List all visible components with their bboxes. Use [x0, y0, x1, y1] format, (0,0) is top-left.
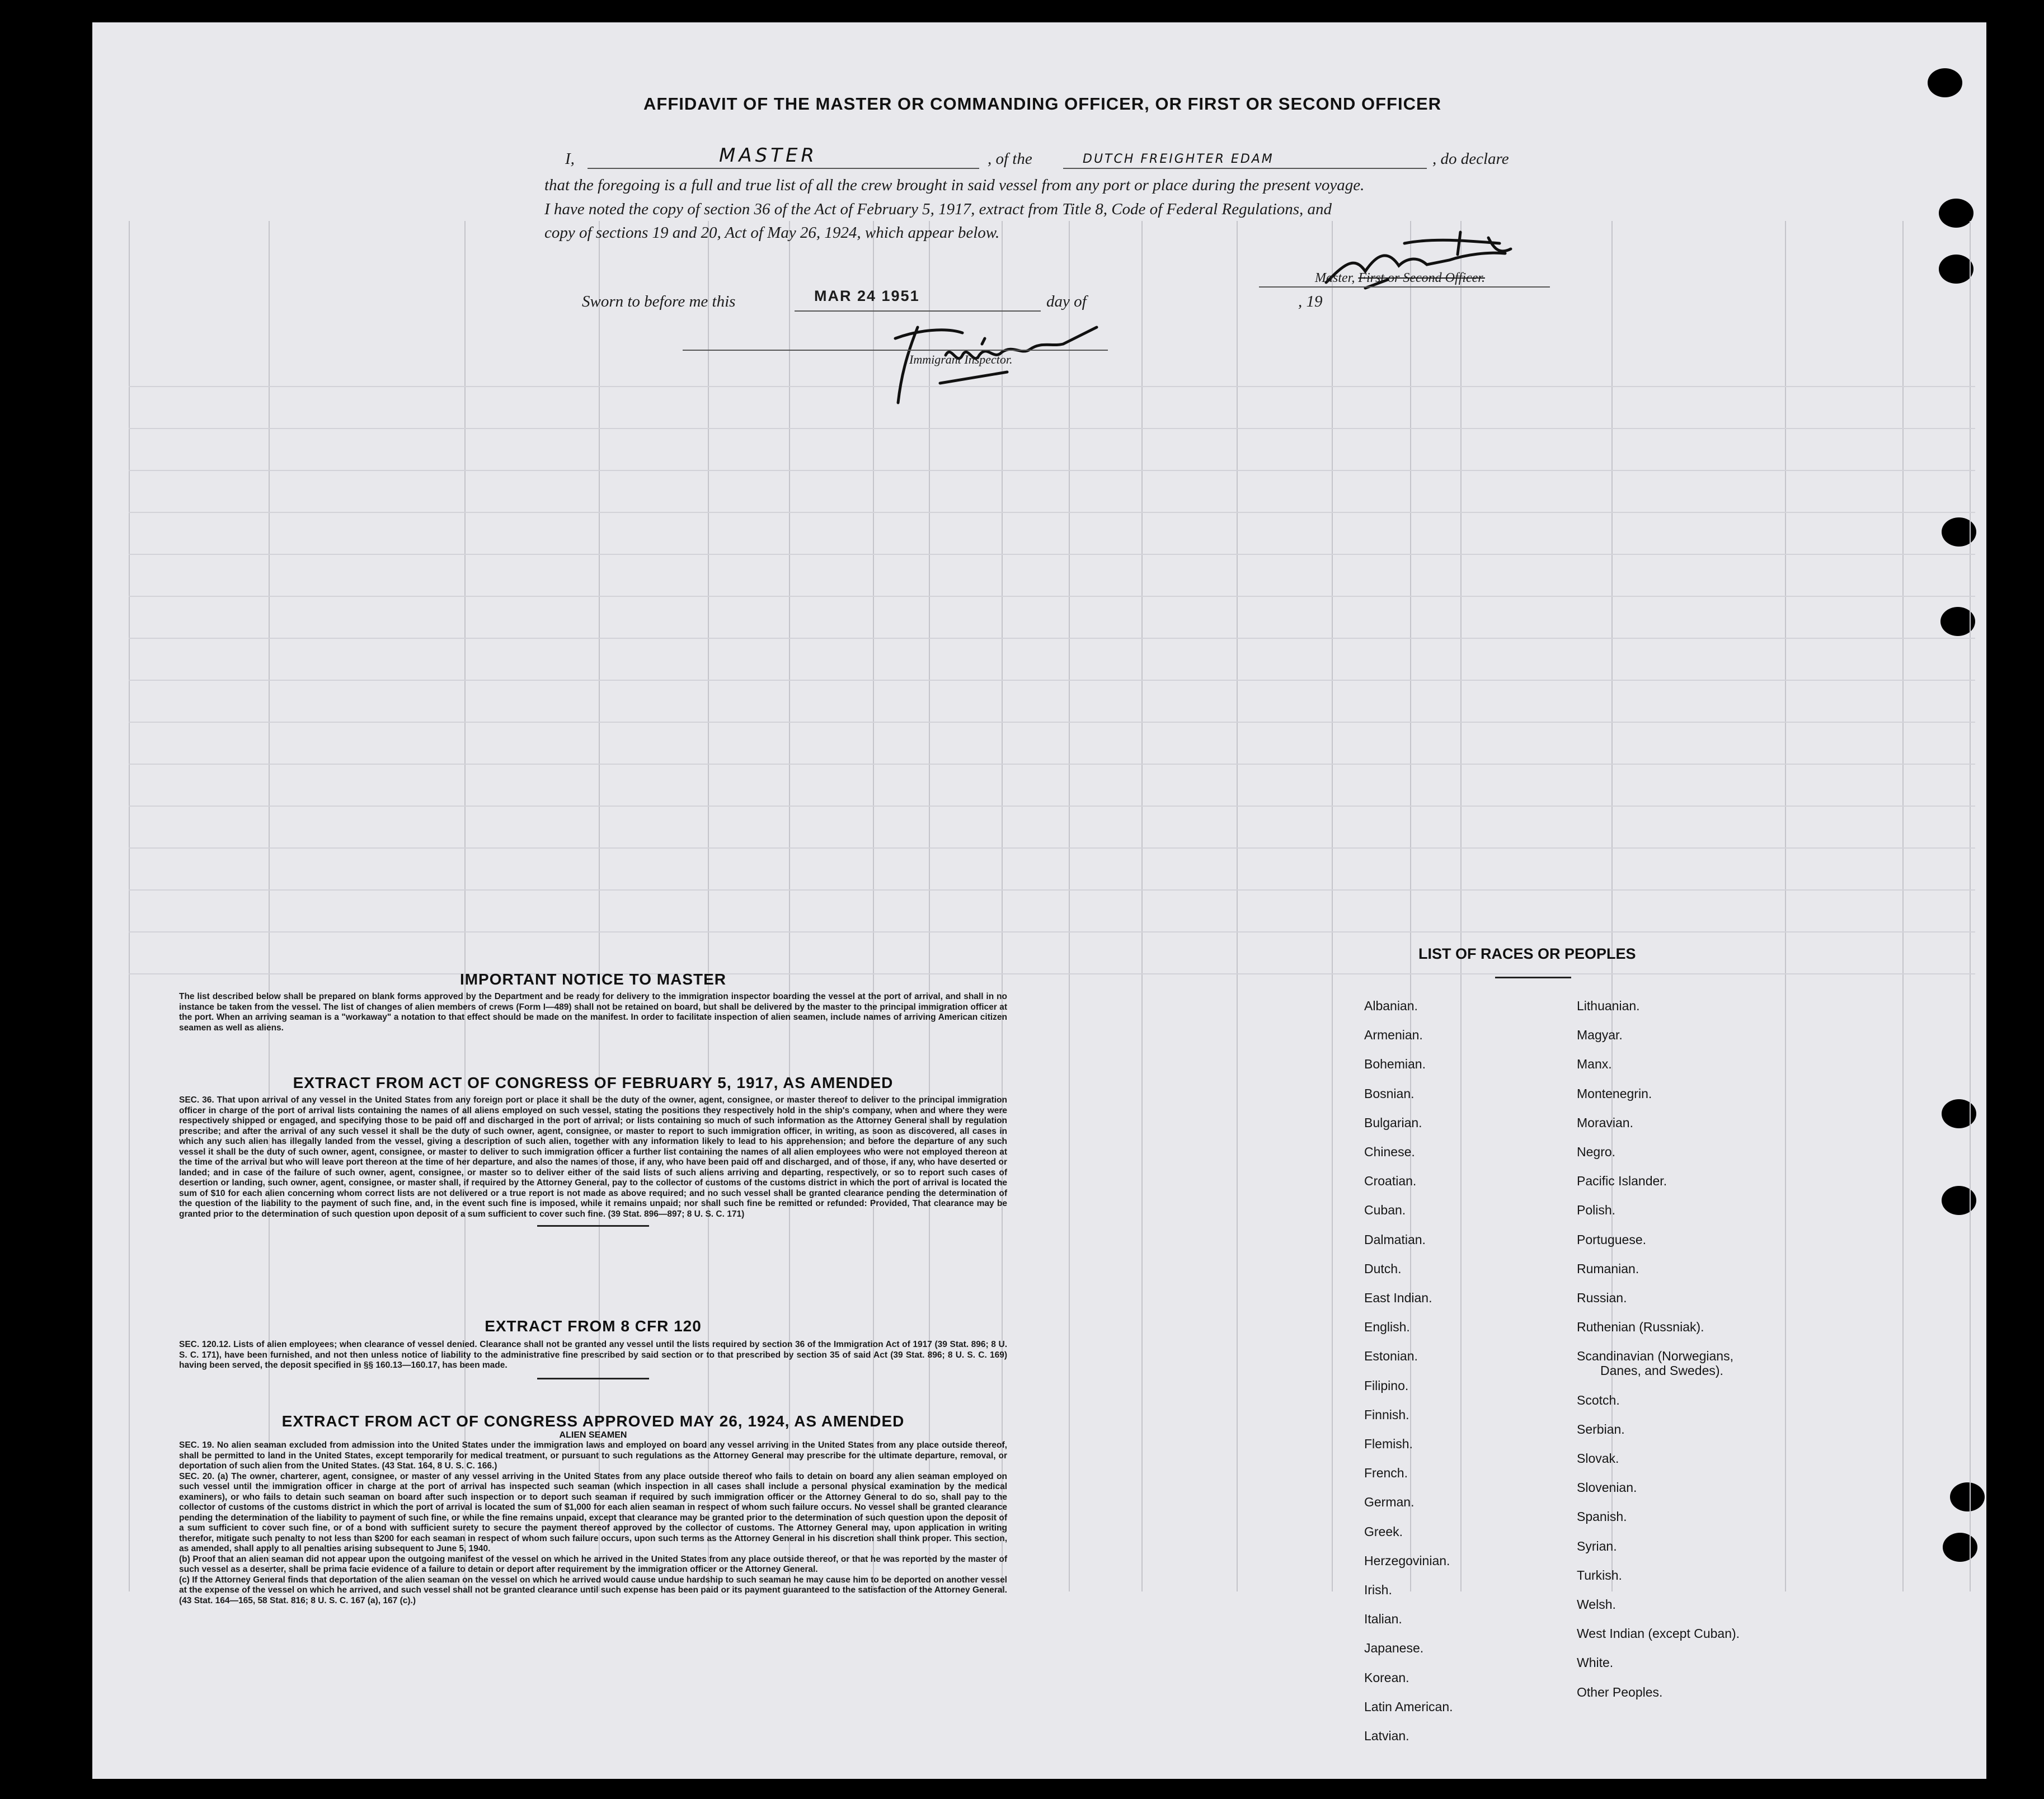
race-item: Welsh. [1577, 1597, 1616, 1612]
race-item: Magyar. [1577, 1028, 1623, 1043]
race-item: Bosnian. [1364, 1086, 1415, 1101]
race-item: Bulgarian. [1364, 1115, 1422, 1130]
race-item: Irish. [1364, 1583, 1392, 1597]
extract-1924-sec20c: (c) If the Attorney General finds that deportation of the alien seaman on the vessel on which he arrived would cause undue hardship to such seaman he may cause him to be deported on another vessel at the expense of the vessel on which he arrived, and such vessel shall not be granted clearance until such expense has been paid or its payment guaranteed to the satisfaction of the Attorney General. (43 Stat. 164—165, 58 Stat. 816; 8 U. S. C. 167 (a), 167 (c).) [179, 1575, 1007, 1605]
race-item: Ruthenian (Russniak). [1577, 1320, 1704, 1335]
race-item: Portuguese. [1577, 1232, 1647, 1247]
race-item: Filipino. [1364, 1378, 1409, 1393]
race-item: Pacific Islander. [1577, 1174, 1667, 1189]
affidavit-line-4: copy of sections 19 and 20, Act of May 26, 1924, which appear below. [544, 224, 1000, 242]
master-signature [1321, 221, 1544, 305]
race-item: Dalmatian. [1364, 1232, 1426, 1247]
race-item: Rumanian. [1577, 1261, 1639, 1276]
extract-1924-title: EXTRACT FROM ACT OF CONGRESS APPROVED MAY 26, 1924, AS AMENDED [281, 1412, 905, 1430]
affidavit-line-1-prefix: I, [565, 150, 575, 168]
extract-8cfr-body: SEC. 120.12. Lists of alien employees; when clearance of vessel denied. Clearance shall not be granted any vessel until the lists required by section 36 of the Immigration Act of 1917 (39 Stat. 896; 8 U. S. C. 171), have been furnished, and not then unless notice of liability to the administrative fine prescribed by said section or to that prescribed by section 35 of said Act (39 Stat. 896; 8 U. S. C. 169) having been served, the deposit specified in §§ 160.13—160.17, has been made. [179, 1340, 1007, 1370]
race-item: Dutch. [1364, 1261, 1402, 1276]
inspector-label: Immigrant Inspector. [909, 352, 1013, 366]
race-item: Scotch. [1577, 1392, 1620, 1407]
race-item: White. [1577, 1655, 1614, 1670]
race-item: Turkish. [1577, 1567, 1622, 1583]
fill-line [1259, 286, 1550, 288]
fill-line [588, 168, 979, 169]
extract-1924-subtitle: ALIEN SEAMEN [559, 1430, 627, 1440]
races-title: LIST OF RACES OR PEOPLES [1418, 945, 1636, 962]
date-stamp: MAR 24 1951 [814, 288, 920, 304]
master-label-struck: First or Second Officer. [1358, 271, 1485, 285]
notice-body: The list described below shall be prepared on blank forms approved by the Department and be ready for delivery to the immigration inspector boarding the vessel at the port of arrival, and shall in no instance be taken from the vessel. The list of changes of alien members of crews (Form I—489) shall not be retained on board, but shall be delivered by the master to the principal immigration officer at the port. When an arriving seaman is a "workaway" a notation to that effect should be made on the manifest. In order to facilitate inspection of alien seamen, include names of arriving American citizen seamen as well as aliens. [179, 992, 1007, 1033]
race-item: Chinese. [1364, 1145, 1415, 1159]
race-item: Estonian. [1364, 1349, 1418, 1364]
race-item: Montenegrin. [1577, 1086, 1652, 1101]
extract-1924-sec19: SEC. 19. No alien seaman excluded from admission into the United States under the immigration laws and employed on board any vessel arriving in the United States from any place outside thereof, shall be permitted to land in the United States, except temporarily for medical treatment, or pursuant to such regulations as the Attorney General may prescribe for the ultimate departure, removal, or deportation of such alien from the United States. (43 Stat. 164, 8 U. S. C. 166.) [179, 1440, 1007, 1471]
race-item: Moravian. [1577, 1115, 1633, 1130]
race-item: Russian. [1577, 1291, 1627, 1305]
race-item: Finnish. [1364, 1407, 1409, 1422]
affidavit-line-2: that the foregoing is a full and true list of all the crew brought in said vessel from any port or place during the present voyage. [544, 176, 1365, 194]
affidavit-title: AFFIDAVIT OF THE MASTER OR COMMANDING OFFICER, OR FIRST OR SECOND OFFICER [643, 94, 1442, 114]
race-item: Serbian. [1577, 1421, 1625, 1437]
vessel-name-handwritten: DUTCH FREIGHTER EDAM [1083, 152, 1274, 166]
affidavit-line-1-suffix: , do declare [1432, 150, 1509, 168]
section-rule [537, 1225, 649, 1227]
extract-8cfr [179, 1317, 1007, 1379]
race-item: Spanish. [1577, 1509, 1627, 1524]
race-item: Slovenian. [1577, 1480, 1637, 1495]
race-item: English. [1364, 1320, 1410, 1335]
punch-hole [1943, 1533, 1977, 1562]
extract-1917 [179, 1074, 1007, 1227]
race-item: Cuban. [1364, 1203, 1406, 1218]
master-label-plain: Master, [1315, 271, 1355, 285]
extract-1917-title: EXTRACT FROM ACT OF CONGRESS OF FEBRUARY 5, 1917, AS AMENDED [293, 1074, 894, 1091]
race-item: Lithuanian. [1577, 999, 1640, 1013]
race-item: Korean. [1364, 1670, 1409, 1685]
race-item: West Indian (except Cuban). [1577, 1626, 1740, 1641]
race-item: Scandinavian (Norwegians, [1577, 1349, 1733, 1364]
notice-title: IMPORTANT NOTICE TO MASTER [459, 971, 727, 988]
punch-hole [1942, 1186, 1976, 1215]
race-item: Italian. [1364, 1612, 1402, 1627]
extract-1917-body: SEC. 36. That upon arrival of any vessel in the United States from any foreign port or place it shall be the duty of the owner, agent, consignee, or master thereof to deliver to the principal immigration officer in charge of the port of arrival lists containing the names of all aliens employed on such vessel, stating the positions they respectively hold in the ship's company, when and where they were respectively shipped or engaged, and specifying those to be paid off and discharged in the port of arrival; or lists containing so much of such information as the Attorney General shall by regulation prescribe; and after the arrival of any such vessel it shall be the duty of such owner, agent, consignee, or master to report to such immigration officer, in writing, as soon as discovered, all cases in which any such alien has illegally landed from the vessel, giving a description of such alien, together with any information likely to lead to his apprehension; and before the departure of any such vessel it shall be the duty of such owner, agent, consignee, or master to deliver to such immigration officer a further list containing the names of all alien employees who were not employed thereon at the time of the arrival but who will leave port thereon at the time of her departure, and also the names of those, if any, who have been paid off and discharged, and of those, if any, who have deserted or landed; and in case of the failure of such owner, agent, consignee, or master so to deliver either of the said lists of such aliens arriving and departing, respectively, or so to report such cases of desertion or landing, such owner, agent, consignee, or master shall, if required by the Attorney General, pay to the collector of customs of the customs district in which the port of arrival is located the sum of $10 for each alien concerning whom correct lists are not delivered or a true report is not made as above required; and no such vessel shall be granted clearance pending the determination of the question of the liability to the payment of such fine, and, in the event such fine is imposed, while it remains unpaid; nor shall such fine be remitted or refunded: Provided, That clearance may be granted prior to the determination of such question upon deposit of a sum sufficient to cover such fine. (39 Stat. 896—897; 8 U. S. C. 171) [179, 1095, 1007, 1219]
punch-hole [1950, 1482, 1985, 1511]
race-item: Japanese. [1364, 1641, 1424, 1656]
race-item: Slovak. [1577, 1451, 1619, 1466]
extract-1924-sec20a: SEC. 20. (a) The owner, charterer, agent, consignee, or master of any vessel arriving in the United States from any place outside thereof who fails to detain on board any alien seaman employed on such vessel until the immigration officer in charge at the port of arrival has inspected such seaman (which inspection in all cases shall include a personal physical examination by the medical examiners), or who fails to detain such seaman on board after such inspection or to deport such seaman if required by such immigration officer or the Attorney General to do so, shall pay to the collector of customs of the customs district in which the port of arrival is located the sum of $1,000 for each alien seaman in respect of whom such failure occurs. No vessel shall be granted clearance pending the determination of the liability to payment of such fine, or while the fine remains unpaid, except that clearance may be granted prior to the determination of such question upon the deposit of a sum sufficient to cover such fine, or of a bond with sufficient surety to secure the payment thereof approved by the collector of customs. The Attorney General may, upon application in writing therefor, mitigate such penalty to not less than $200 for each seaman in respect of whom such failure occurs, upon such terms as the Attorney General in his discretion shall think proper. This section, as amended, shall apply to all penalties arising subsequent to June 5, 1940. [179, 1471, 1007, 1553]
race-item: East Indian. [1364, 1291, 1432, 1305]
affidavit-line-3: I have noted the copy of section 36 of the Act of February 5, 1917, extract from Title 8, Code of Federal Regulations, and [544, 200, 1332, 218]
day-of-label: day of [1046, 293, 1087, 310]
race-item: Armenian. [1364, 1028, 1423, 1043]
sworn-label: Sworn to before me this [582, 293, 736, 310]
race-item: Negro. [1577, 1145, 1616, 1159]
affidavit-line-1-mid: , of the [988, 150, 1032, 168]
year-label: , 19 [1298, 293, 1323, 310]
race-item: Polish. [1577, 1203, 1616, 1218]
race-item: Other Peoples. [1577, 1684, 1663, 1699]
officer-title-handwritten: MASTER [719, 144, 818, 167]
races-rule [1495, 977, 1571, 978]
race-item: Danes, and Swedes). [1600, 1363, 1723, 1378]
punch-hole [1942, 517, 1976, 547]
race-item: German. [1364, 1495, 1415, 1510]
race-item: Flemish. [1364, 1437, 1413, 1451]
race-item: Latvian. [1364, 1729, 1409, 1743]
race-item: Latin American. [1364, 1699, 1453, 1714]
punch-hole [1928, 68, 1962, 97]
fill-line [683, 350, 1108, 351]
master-label [1315, 271, 1485, 286]
race-item: Herzegovinian. [1364, 1553, 1450, 1568]
section-rule [537, 1378, 649, 1379]
fill-line [1063, 168, 1427, 169]
extract-1924 [179, 1412, 1007, 1606]
race-item: Croatian. [1364, 1174, 1417, 1189]
race-item: Albanian. [1364, 999, 1418, 1013]
punch-hole [1942, 1099, 1976, 1128]
race-item: Greek. [1364, 1524, 1403, 1539]
race-item: Bohemian. [1364, 1057, 1426, 1072]
extract-8cfr-title: EXTRACT FROM 8 CFR 120 [485, 1317, 702, 1335]
binding-edge [1986, 22, 2044, 1779]
race-item: Manx. [1577, 1057, 1612, 1072]
notice-to-master [179, 971, 1007, 1033]
race-item: French. [1364, 1466, 1408, 1481]
race-item: Syrian. [1577, 1538, 1617, 1553]
extract-1924-sec20b: (b) Proof that an alien seaman did not appear upon the outgoing manifest of the vessel on which he arrived in the United States from any place outside thereof, or that he was reported by the master of such vessel as a deserter, shall be prima facie evidence of a failure to detain or deport after requirement by the immigration officer or the Attorney General. [179, 1554, 1007, 1574]
